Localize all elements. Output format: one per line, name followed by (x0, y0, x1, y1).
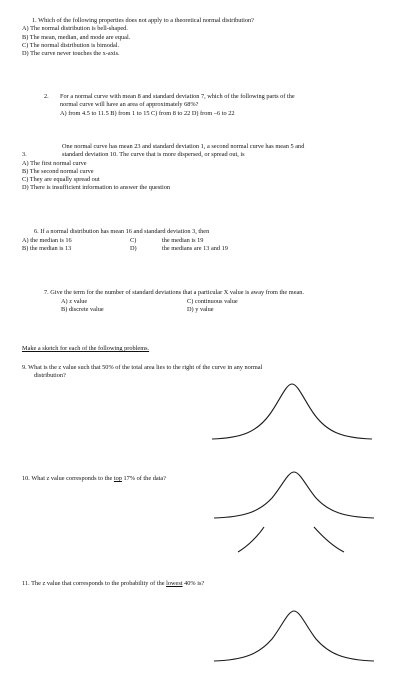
section-heading: Make a sketch for each of the following problems. (22, 345, 150, 352)
question-10-sketch-area (214, 470, 374, 522)
question-1-option-c: C) The normal distribution is bimodal. (22, 41, 120, 49)
question-11-suffix: 40% is? (182, 580, 205, 587)
question-3 (22, 143, 304, 193)
left-curve-stroke (238, 527, 264, 552)
question-7-option-b: B) discrete value (61, 306, 104, 313)
right-curve-stroke (314, 527, 344, 552)
question-3-number: 3. (22, 151, 27, 159)
question-2-stem-line-2: normal curve will have an area of approximately 68%? (60, 101, 199, 109)
question-2 (44, 93, 295, 118)
question-9-sketch-area (212, 380, 372, 442)
bell-curve-drawing (212, 380, 372, 442)
question-1-option-b: B) The mean, median, and mode are equal. (22, 33, 131, 41)
question-7-stem: 7. Give the term for the number of standard deviations that a particular X value is away from the mean. (44, 289, 305, 296)
question-6-option-d-letter: D) (130, 245, 137, 252)
question-2-number: 2. (44, 93, 49, 100)
question-10-sketch-strokes (214, 524, 374, 554)
question-10 (22, 475, 166, 483)
bell-curve-drawing (214, 470, 374, 522)
question-7-option-d: D) y value (187, 306, 214, 313)
bell-curve (212, 384, 372, 439)
partial-curve-drawing (214, 524, 374, 554)
question-2-options: A) from 4.5 to 11.5 B) from 1 to 15 C) from 8 to 22 D) from –6 to 22 (60, 109, 235, 117)
question-6-option-c-letter: C) (130, 236, 137, 244)
question-6-option-a: A) the median is 16 (22, 236, 72, 244)
question-2-stem-line-1: For a normal curve with mean 8 and standard deviation 7, which of the following parts of the (60, 93, 295, 100)
question-6-option-b: B) the median is 13 (22, 245, 72, 252)
question-6 (22, 228, 382, 258)
question-11-underlined: lowest (166, 580, 183, 587)
question-3-stem-line-1: One normal curve has mean 23 and standard deviation 1, a second normal curve has mean 5 and (62, 143, 305, 150)
question-3-option-c: C) They are equally spread out (22, 176, 100, 184)
question-10-prefix: 10. What z value corresponds to the (22, 475, 114, 482)
question-10-suffix: 17% of the data? (121, 475, 166, 482)
question-6-stem: 6. If a normal distribution has mean 16 and standard deviation 3, then (34, 228, 210, 235)
question-1-option-a: A) The normal distribution is bell-shaped. (22, 25, 128, 33)
bell-curve (214, 611, 374, 661)
question-6-option-d: the medians are 13 and 19 (162, 245, 228, 252)
question-7 (44, 289, 394, 319)
question-3-option-d: D) There is insufficient information to answer the question (22, 184, 171, 192)
question-3-option-b: B) The second normal curve (22, 167, 94, 175)
question-10-underlined: top (113, 475, 122, 482)
bell-curve (214, 472, 374, 518)
question-11-prefix: 11. The z value that corresponds to the probability of the (22, 580, 167, 587)
question-1 (22, 17, 254, 58)
question-9 (22, 364, 262, 381)
bell-curve-drawing (214, 608, 374, 664)
question-1-stem: 1. Which of the following properties does not apply to a theoretical normal distribution? (32, 17, 254, 24)
question-9-line-2: distribution? (34, 372, 66, 380)
question-7-option-c: C) continuous value (187, 297, 238, 305)
question-11 (22, 580, 204, 588)
question-7-option-a: A) z value (61, 297, 88, 305)
question-9-line-1: 9. What is the z value such that 50% of the total area lies to the right of the curve in any normal (22, 364, 263, 371)
question-6-option-c: the median is 19 (162, 236, 204, 244)
question-11-sketch-area (214, 608, 374, 664)
question-3-option-a: A) The first normal curve (22, 159, 87, 167)
question-3-stem-line-2: standard deviation 10. The curve that is more dispersed, or spread out, is (62, 151, 245, 159)
question-1-option-d: D) The curve never touches the x-axis. (22, 50, 120, 58)
